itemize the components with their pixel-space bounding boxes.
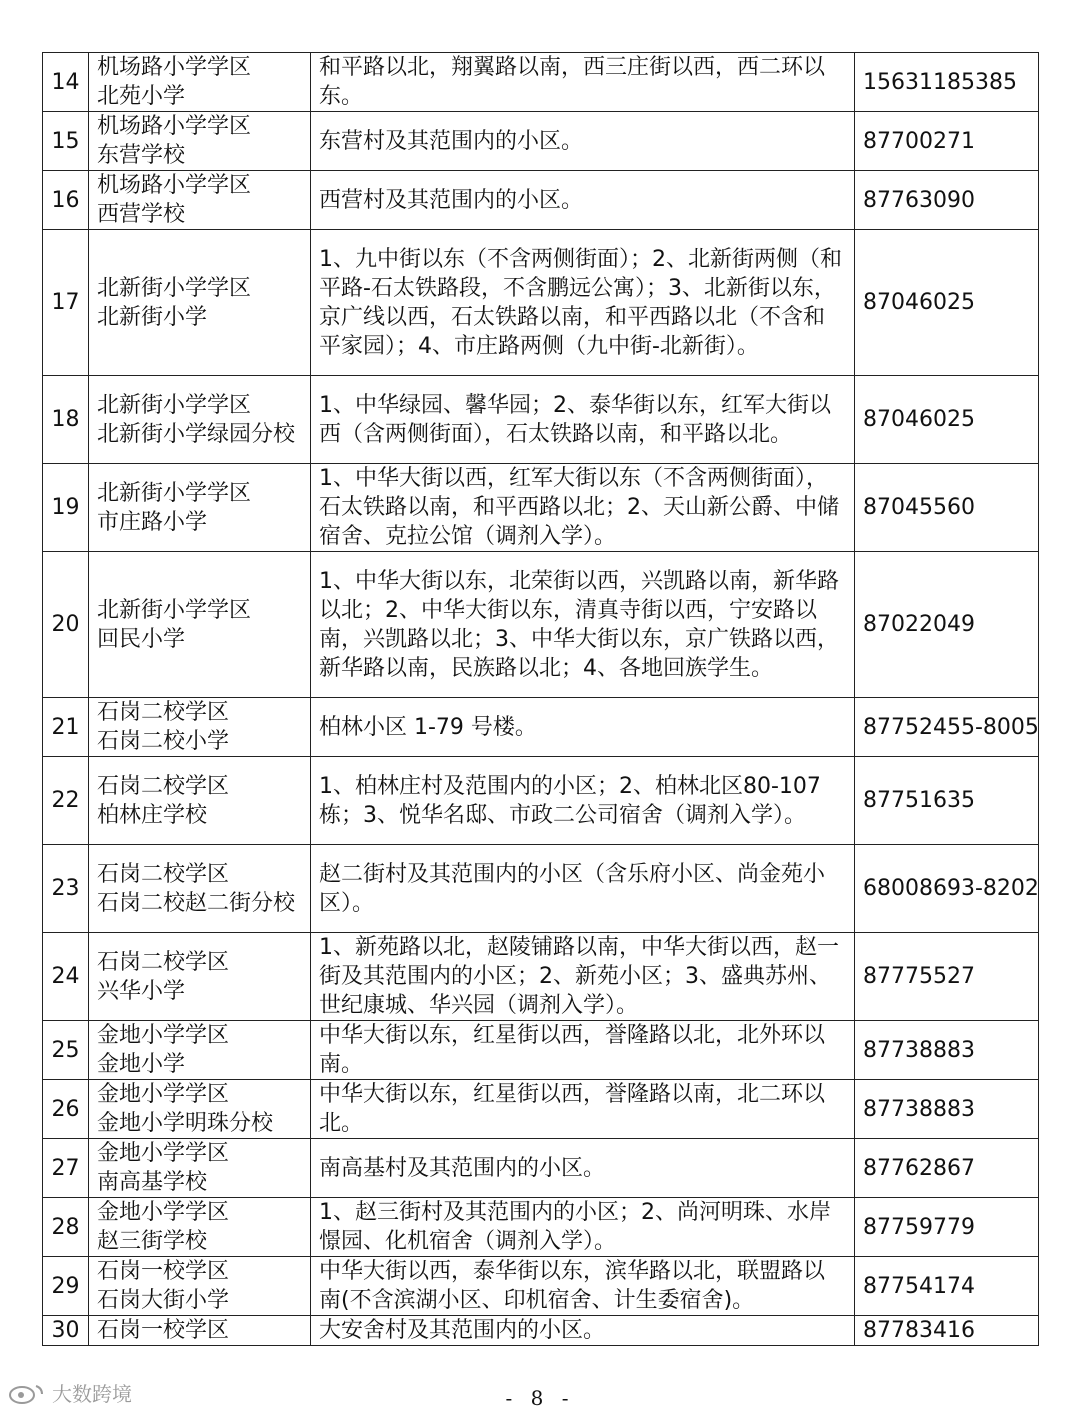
- table-row: [43, 757, 1039, 845]
- enrollment-area: 南高基村及其范围内的小区。: [311, 1139, 855, 1198]
- school-cell: [89, 1257, 311, 1316]
- phone-number: 87775527: [855, 933, 1039, 1021]
- enrollment-area: 中华大街以东，红星街以西，誉隆路以北，北外环以南。: [311, 1021, 855, 1080]
- school-cell: [89, 1080, 311, 1139]
- table-row: [43, 845, 1039, 933]
- table-row: [43, 1198, 1039, 1257]
- enrollment-area: 和平路以北，翔翼路以南，西三庄街以西，西二环以东。: [311, 53, 855, 112]
- phone-number: 87046025: [855, 376, 1039, 464]
- district-name: 金地小学学区: [97, 1200, 230, 1225]
- phone-number: 87783416: [855, 1316, 1039, 1346]
- district-name: 石岗二校学区: [97, 949, 230, 975]
- district-name: 北新街小学学区: [97, 275, 252, 301]
- phone-number: 87752455-8005: [855, 698, 1039, 757]
- table-row: [43, 1080, 1039, 1139]
- table-row: [43, 230, 1039, 376]
- school-name: 回民小学: [97, 626, 186, 652]
- table-row: [43, 171, 1039, 230]
- school-cell: [89, 112, 311, 171]
- enrollment-area: 1、柏林庄村及范围内的小区；2、柏林北区80-107 栋；3、悦华名邸、市政二公司宿舍（调剂入学）。: [311, 757, 855, 845]
- district-name: 金地小学学区: [97, 1082, 230, 1107]
- row-number: 27: [43, 1139, 89, 1198]
- table-row: [43, 552, 1039, 698]
- school-cell: [89, 1198, 311, 1257]
- row-number: 21: [43, 698, 89, 757]
- school-name: 柏林庄学校: [97, 802, 208, 828]
- school-cell: [89, 845, 311, 933]
- enrollment-area: 中华大街以东，红星街以西，誉隆路以南，北二环以北。: [311, 1080, 855, 1139]
- district-name: 机场路小学学区: [97, 55, 252, 80]
- watermark: [8, 1378, 132, 1407]
- school-cell: [89, 1139, 311, 1198]
- row-number: 15: [43, 112, 89, 171]
- page-number: - 8 -: [505, 1386, 575, 1410]
- table-row: [43, 1139, 1039, 1198]
- school-cell: [89, 53, 311, 112]
- district-name: 金地小学学区: [97, 1141, 230, 1166]
- enrollment-area: 西营村及其范围内的小区。: [311, 171, 855, 230]
- phone-number: 87700271: [855, 112, 1039, 171]
- school-name: 西营学校: [97, 202, 186, 227]
- school-cell: [89, 464, 311, 552]
- row-number: 25: [43, 1021, 89, 1080]
- table-row: [43, 112, 1039, 171]
- phone-number: 87751635: [855, 757, 1039, 845]
- school-name: 金地小学明珠分校: [97, 1111, 274, 1136]
- phone-number: 87738883: [855, 1080, 1039, 1139]
- district-name: 金地小学学区: [97, 1023, 230, 1048]
- enrollment-area: 1、中华大街以东，北荣街以西，兴凯路以南，新华路以北；2、中华大街以东，清真寺街以西，宁安路以南，兴凯路以北；3、中华大街以东，京广铁路以西，新华路以南，民族路以北；4、各地回族学生。: [311, 552, 855, 698]
- school-name: 南高基学校: [97, 1170, 208, 1195]
- row-number: 29: [43, 1257, 89, 1316]
- table-row: [43, 1021, 1039, 1080]
- school-cell: [89, 171, 311, 230]
- row-number: 30: [43, 1316, 89, 1346]
- phone-number: 87045560: [855, 464, 1039, 552]
- school-district-table: [42, 52, 1039, 1346]
- table-row: [43, 376, 1039, 464]
- school-name: 东营学校: [97, 143, 186, 168]
- school-name: 石岗大街小学: [97, 1288, 230, 1313]
- enrollment-area: 柏林小区 1-79 号楼。: [311, 698, 855, 757]
- enrollment-area: 东营村及其范围内的小区。: [311, 112, 855, 171]
- school-name: 北新街小学: [97, 304, 208, 330]
- row-number: 24: [43, 933, 89, 1021]
- phone-number: 87738883: [855, 1021, 1039, 1080]
- row-number: 19: [43, 464, 89, 552]
- school-cell: [89, 1021, 311, 1080]
- enrollment-area: 大安舍村及其范围内的小区。: [311, 1316, 855, 1346]
- district-name: 北新街小学学区: [97, 392, 252, 418]
- row-number: 17: [43, 230, 89, 376]
- phone-number: 87763090: [855, 171, 1039, 230]
- row-number: 14: [43, 53, 89, 112]
- row-number: 20: [43, 552, 89, 698]
- district-name: 石岗一校学区: [97, 1318, 230, 1343]
- school-cell: [89, 698, 311, 757]
- phone-number: 15631185385: [855, 53, 1039, 112]
- row-number: 28: [43, 1198, 89, 1257]
- enrollment-area: 1、中华大街以西，红军大街以东（不含两侧街面），石太铁路以南，和平西路以北；2、天山新公爵、中储宿舍、克拉公馆（调剂入学）。: [311, 464, 855, 552]
- school-cell: [89, 552, 311, 698]
- phone-number: 87759779: [855, 1198, 1039, 1257]
- table-row: [43, 698, 1039, 757]
- district-name: 石岗二校学区: [97, 773, 230, 799]
- weibo-icon: [8, 1382, 48, 1404]
- school-name: 赵三街学校: [97, 1229, 208, 1254]
- row-number: 18: [43, 376, 89, 464]
- school-name: 兴华小学: [97, 978, 186, 1004]
- row-number: 22: [43, 757, 89, 845]
- table-row: [43, 933, 1039, 1021]
- row-number: 16: [43, 171, 89, 230]
- district-name: 机场路小学学区: [97, 173, 252, 198]
- enrollment-area: 赵二街村及其范围内的小区（含乐府小区、尚金苑小区）。: [311, 845, 855, 933]
- phone-number: 87754174: [855, 1257, 1039, 1316]
- district-name: 北新街小学学区: [97, 480, 252, 506]
- table-row: [43, 1257, 1039, 1316]
- school-name: 石岗二校赵二街分校: [97, 890, 296, 916]
- phone-number: 68008693-8202: [855, 845, 1039, 933]
- district-name: 机场路小学学区: [97, 114, 252, 139]
- enrollment-area: 1、中华绿园、馨华园；2、泰华街以东，红军大街以西（含两侧街面），石太铁路以南，和平路以北。: [311, 376, 855, 464]
- school-name: 北新街小学绿园分校: [97, 421, 296, 447]
- district-name: 石岗二校学区: [97, 700, 230, 725]
- row-number: 26: [43, 1080, 89, 1139]
- phone-number: 87762867: [855, 1139, 1039, 1198]
- school-name: 市庄路小学: [97, 509, 208, 535]
- district-name: 石岗二校学区: [97, 861, 230, 887]
- row-number: 23: [43, 845, 89, 933]
- enrollment-area: 中华大街以西，泰华街以东，滨华路以北，联盟路以南(不含滨湖小区、印机宿舍、计生委宿舍)。: [311, 1257, 855, 1316]
- school-name: 金地小学: [97, 1052, 186, 1077]
- school-name: 北苑小学: [97, 84, 186, 109]
- phone-number: 87022049: [855, 552, 1039, 698]
- school-cell: [89, 230, 311, 376]
- table-row: [43, 464, 1039, 552]
- watermark-text: 大数跨境: [52, 1382, 132, 1406]
- district-name: 石岗一校学区: [97, 1259, 230, 1284]
- district-name: 北新街小学学区: [97, 597, 252, 623]
- school-cell: [89, 1316, 311, 1346]
- enrollment-area: 1、九中街以东（不含两侧街面）；2、北新街两侧（和平路-石太铁路段，不含鹏远公寓）；3、北新街以东，京广线以西，石太铁路以南，和平西路以北（不含和平家园）；4、市庄路两侧（九中街-北新街）。: [311, 230, 855, 376]
- table-row: [43, 1316, 1039, 1346]
- table-row: [43, 53, 1039, 112]
- enrollment-area: 1、新苑路以北，赵陵铺路以南，中华大街以西，赵一街及其范围内的小区；2、新苑小区；3、盛典苏州、世纪康城、华兴园（调剂入学）。: [311, 933, 855, 1021]
- phone-number: 87046025: [855, 230, 1039, 376]
- school-name: 石岗二校小学: [97, 729, 230, 754]
- school-cell: [89, 376, 311, 464]
- enrollment-area: 1、赵三街村及其范围内的小区；2、尚河明珠、水岸憬园、化机宿舍（调剂入学）。: [311, 1198, 855, 1257]
- school-cell: [89, 933, 311, 1021]
- school-cell: [89, 757, 311, 845]
